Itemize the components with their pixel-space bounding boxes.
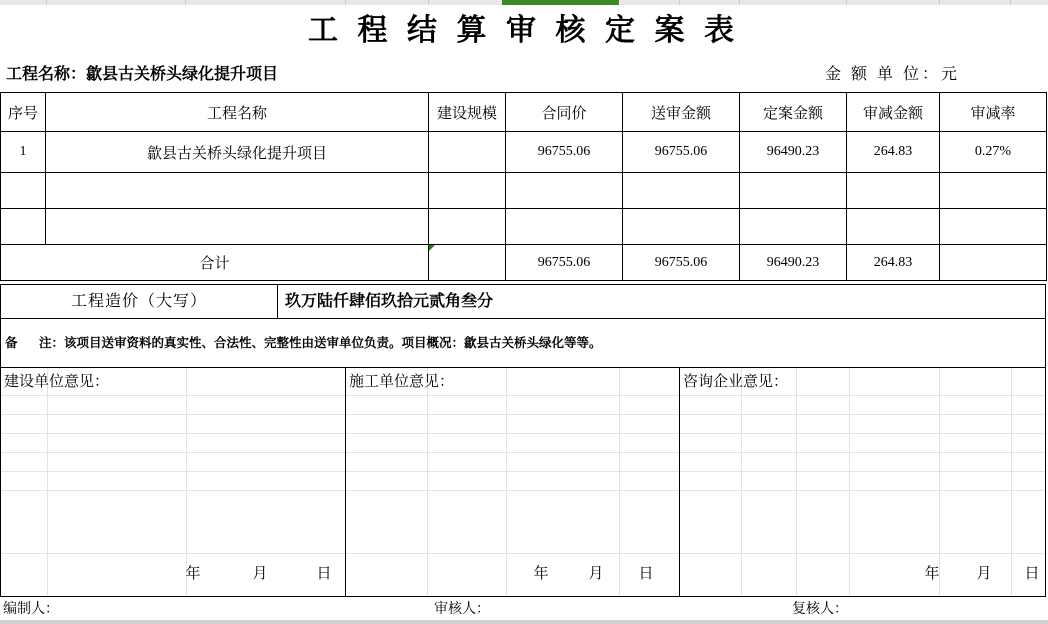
- cell-empty[interactable]: [506, 173, 623, 209]
- bottom-grid-strip: [0, 620, 1048, 624]
- day-label: 日: [638, 566, 654, 582]
- cell-row1-submitted[interactable]: 96755.06: [623, 132, 740, 173]
- month-label: 月: [976, 566, 992, 582]
- auditor-label: 审核人：: [434, 602, 490, 617]
- month-label: 月: [252, 566, 268, 582]
- cell-empty[interactable]: [1, 173, 46, 209]
- cell-row1-rate[interactable]: 0.27%: [940, 132, 1047, 173]
- construction-unit-opinion-area[interactable]: [2, 395, 345, 595]
- error-indicator-triangle-icon: [429, 245, 435, 251]
- amount-unit-label: 金 额 单 位：元: [824, 66, 960, 83]
- month-label: 月: [588, 566, 604, 582]
- header-cell-finalized[interactable]: 定案金额: [740, 93, 847, 132]
- cell-empty[interactable]: [847, 209, 940, 245]
- header-cell-scale[interactable]: 建设规模: [429, 93, 506, 132]
- cell-empty[interactable]: [740, 209, 847, 245]
- cell-empty[interactable]: [623, 173, 740, 209]
- cell-row1-scale[interactable]: [429, 132, 506, 173]
- cell-empty[interactable]: [506, 209, 623, 245]
- cell-empty[interactable]: [46, 173, 429, 209]
- cell-total-submitted[interactable]: 96755.06: [623, 245, 740, 281]
- page-title: 工 程 结 算 审 核 定 案 表: [308, 14, 740, 47]
- preparer-label: 编制人：: [3, 602, 59, 617]
- amount-in-words-value: 玖万陆仟肆佰玖拾元贰角叁分: [285, 293, 494, 310]
- cell-total-label[interactable]: 合计: [1, 245, 429, 281]
- cell-total-finalized[interactable]: 96490.23: [740, 245, 847, 281]
- year-label: 年: [924, 566, 940, 582]
- cell-empty[interactable]: [847, 173, 940, 209]
- day-label: 日: [316, 566, 332, 582]
- cell-empty[interactable]: [940, 209, 1047, 245]
- cell-total-reduction[interactable]: 264.83: [847, 245, 940, 281]
- table-row: [1, 132, 1047, 173]
- header-cell-reduction[interactable]: 审减金额: [847, 93, 940, 132]
- cell-empty[interactable]: [429, 209, 506, 245]
- consulting-firm-opinion-label: 咨询企业意见：: [683, 374, 789, 390]
- cell-empty[interactable]: [1, 209, 46, 245]
- consulting-firm-opinion-area[interactable]: [680, 395, 1045, 595]
- settlement-table: [0, 92, 1047, 281]
- header-cell-contract[interactable]: 合同价: [506, 93, 623, 132]
- cell-row1-contract[interactable]: 96755.06: [506, 132, 623, 173]
- cell-total-rate[interactable]: [940, 245, 1047, 281]
- cell-empty[interactable]: [623, 209, 740, 245]
- header-cell-seq[interactable]: 序号: [1, 93, 46, 132]
- project-name-label: 工程名称：歙县古关桥头绿化提升项目: [6, 66, 279, 83]
- cell-row1-name[interactable]: 歙县古关桥头绿化提升项目: [46, 132, 429, 173]
- day-label: 日: [1024, 566, 1040, 582]
- cell-empty[interactable]: [429, 173, 506, 209]
- opinions-section: [0, 367, 1046, 597]
- header-cell-rate[interactable]: 审减率: [940, 93, 1047, 132]
- contractor-unit-opinion-label: 施工单位意见：: [349, 374, 455, 390]
- cell-row1-finalized[interactable]: 96490.23: [740, 132, 847, 173]
- note-text: 注：该项目送审资料的真实性、合法性、完整性由送审单位负责。项目概况：歙县古关桥头绿化等等。: [39, 336, 602, 350]
- cell-total-scale[interactable]: [429, 245, 506, 281]
- cell-empty[interactable]: [940, 173, 1047, 209]
- construction-unit-opinion-label: 建设单位意见：: [4, 374, 110, 390]
- header-cell-submitted[interactable]: 送审金额: [623, 93, 740, 132]
- cell-total-contract[interactable]: 96755.06: [506, 245, 623, 281]
- cell-row1-seq[interactable]: 1: [1, 132, 46, 173]
- cell-empty[interactable]: [740, 173, 847, 209]
- header-cell-name[interactable]: 工程名称: [46, 93, 429, 132]
- cell-row1-reduction[interactable]: 264.83: [847, 132, 940, 173]
- reviewer-label: 复核人：: [792, 602, 848, 617]
- table-row: [1, 173, 1047, 209]
- note-row[interactable]: [0, 318, 1046, 368]
- table-total-row: [1, 245, 1047, 281]
- note-prefix: 备: [5, 336, 18, 350]
- cell-empty[interactable]: [46, 209, 429, 245]
- table-row: [1, 209, 1047, 245]
- amount-in-words-label: 工程造价（大写）: [1, 285, 278, 318]
- amount-in-words-row[interactable]: [0, 284, 1046, 319]
- table-header-row: [1, 93, 1047, 132]
- year-label: 年: [533, 566, 549, 582]
- contractor-unit-opinion-area[interactable]: [346, 395, 679, 595]
- year-label: 年: [185, 566, 201, 582]
